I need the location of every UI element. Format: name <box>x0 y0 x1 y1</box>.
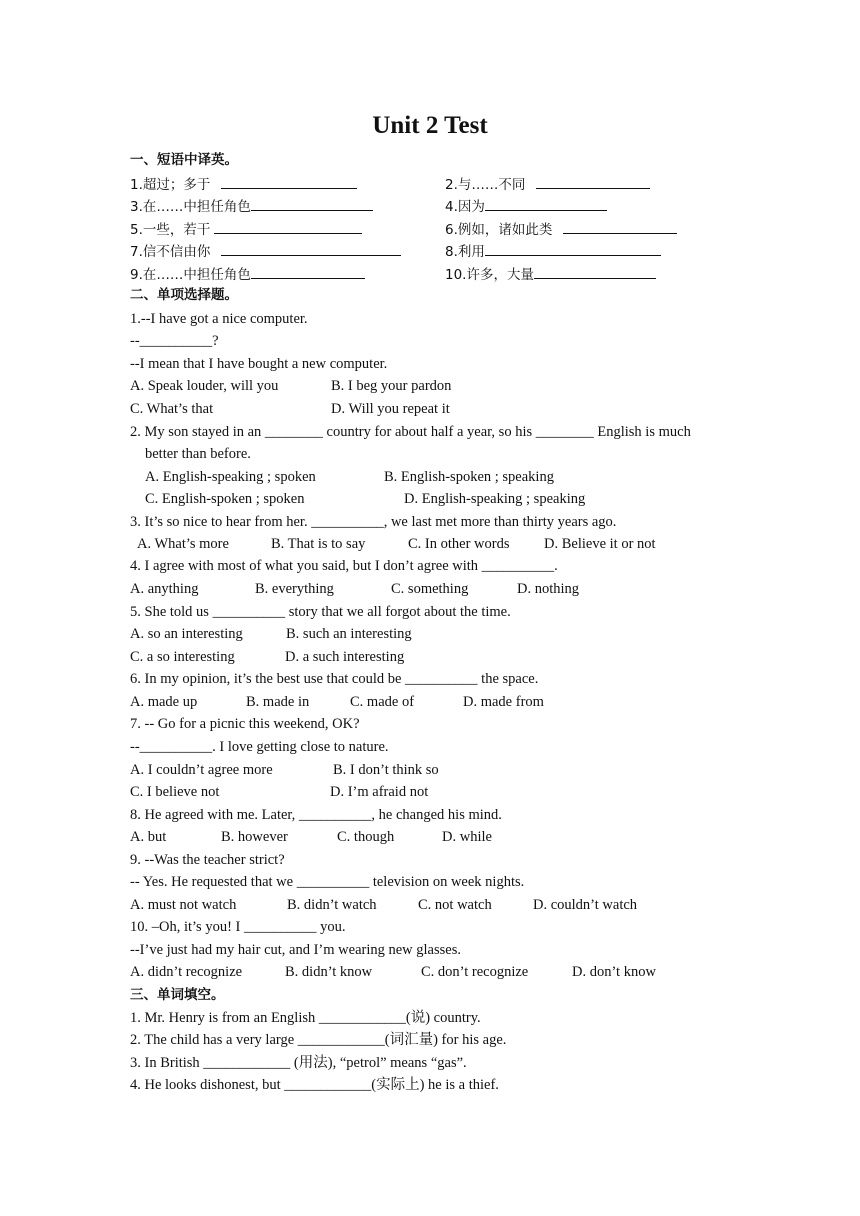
question-text: 4. I agree with most of what you said, but I don’t agree with __________. <box>130 558 558 574</box>
option: C. not watch <box>418 897 492 913</box>
question-text: 9. --Was the teacher strict? <box>130 852 285 868</box>
option: C. something <box>391 581 469 597</box>
option: A. Speak louder, will you <box>130 378 279 394</box>
phrase-item: 7.信不信由你 <box>130 241 401 261</box>
answer-blank[interactable] <box>214 219 362 234</box>
option: A. I couldn’t agree more <box>130 762 273 778</box>
fill-item: 3. In British ____________ (用法), “petrol” means “gas”. <box>130 1055 467 1071</box>
question-text: --I mean that I have bought a new computer. <box>130 356 388 372</box>
option: D. Will you repeat it <box>331 401 450 417</box>
phrase-item: 2.与……不同 <box>445 174 650 194</box>
phrase-item: 1.超过；多于 <box>130 174 357 194</box>
question-text: 7. -- Go for a picnic this weekend, OK? <box>130 716 360 732</box>
question-text: 8. He agreed with me. Later, __________, he changed his mind. <box>130 807 502 823</box>
section-heading-2: 二、单项选择题。 <box>130 287 238 303</box>
phrase-item: 3.在……中担任角色 <box>130 196 373 216</box>
phrase-item: 10.许多，大量 <box>445 264 656 284</box>
option: C. I believe not <box>130 784 220 800</box>
question-text: better than before. <box>145 446 251 462</box>
phrase-item: 6.例如，诸如此类 <box>445 219 677 239</box>
option: B. That is to say <box>271 536 366 552</box>
answer-blank[interactable] <box>251 264 365 279</box>
option: B. such an interesting <box>286 626 412 642</box>
fill-item: 4. He looks dishonest, but ____________(实际上) he is a thief. <box>130 1077 499 1093</box>
option: D. Believe it or not <box>544 536 656 552</box>
section-heading-1: 一、短语中译英。 <box>130 152 238 168</box>
option: B. I beg your pardon <box>331 378 452 394</box>
answer-blank[interactable] <box>221 174 357 189</box>
question-text: 5. She told us __________ story that we all forgot about the time. <box>130 604 511 620</box>
option: C. In other words <box>408 536 510 552</box>
section-heading-3: 三、单词填空。 <box>130 987 225 1003</box>
answer-blank[interactable] <box>536 174 650 189</box>
option: B. didn’t know <box>285 964 373 980</box>
question-text: 10. –Oh, it’s you! I __________ you. <box>130 919 346 935</box>
option: B. didn’t watch <box>287 897 377 913</box>
option: C. made of <box>350 694 415 710</box>
option: A. didn’t recognize <box>130 964 243 980</box>
answer-blank[interactable] <box>563 219 677 234</box>
option: D. English-speaking ; speaking <box>404 491 586 507</box>
option: C. a so interesting <box>130 649 235 665</box>
question-text: 2. My son stayed in an ________ country for about half a year, so his ________ English is much <box>130 424 691 440</box>
option: D. couldn’t watch <box>533 897 638 913</box>
question-text: --I’ve just had my hair cut, and I’m wearing new glasses. <box>130 942 461 958</box>
phrase-item: 8.利用 <box>445 241 661 261</box>
answer-blank[interactable] <box>534 264 656 279</box>
fill-item: 1. Mr. Henry is from an English ____________(说) country. <box>130 1010 481 1026</box>
option: B. I don’t think so <box>333 762 439 778</box>
option: C. English-spoken ; spoken <box>145 491 305 507</box>
option: C. don’t recognize <box>421 964 529 980</box>
phrase-item: 9.在……中担任角色 <box>130 264 365 284</box>
question-text: 1.--I have got a nice computer. <box>130 311 308 327</box>
option: A. must not watch <box>130 897 237 913</box>
option: B. however <box>221 829 288 845</box>
option: A. anything <box>130 581 199 597</box>
option: A. What’s more <box>137 536 229 552</box>
option: A. English-speaking ; spoken <box>145 469 316 485</box>
option: B. everything <box>255 581 334 597</box>
option: D. while <box>442 829 492 845</box>
question-text: 3. It’s so nice to hear from her. __________, we last met more than thirty years ago. <box>130 514 617 530</box>
page-title: Unit 2 Test <box>372 112 488 139</box>
option: D. nothing <box>517 581 580 597</box>
answer-blank[interactable] <box>221 241 401 256</box>
answer-blank[interactable] <box>251 196 373 211</box>
option: D. don’t know <box>572 964 656 980</box>
option: B. English-spoken ; speaking <box>384 469 554 485</box>
question-text: -- Yes. He requested that we __________ television on week nights. <box>130 874 525 890</box>
phrase-item: 4.因为 <box>445 196 607 216</box>
option: D. made from <box>463 694 544 710</box>
option: D. a such interesting <box>285 649 405 665</box>
option: D. I’m afraid not <box>330 784 429 800</box>
answer-blank[interactable] <box>485 196 607 211</box>
option: A. made up <box>130 694 198 710</box>
question-text: 6. In my opinion, it’s the best use that could be __________ the space. <box>130 671 539 687</box>
option: A. so an interesting <box>130 626 243 642</box>
question-text: --__________? <box>130 333 219 349</box>
option: C. What’s that <box>130 401 214 417</box>
fill-item: 2. The child has a very large ____________(词汇量) for his age. <box>130 1032 507 1048</box>
question-text: --__________. I love getting close to nature. <box>130 739 389 755</box>
option: A. but <box>130 829 167 845</box>
phrase-item: 5.一些，若干 <box>130 219 362 239</box>
answer-blank[interactable] <box>485 241 661 256</box>
option: C. though <box>337 829 395 845</box>
option: B. made in <box>246 694 310 710</box>
